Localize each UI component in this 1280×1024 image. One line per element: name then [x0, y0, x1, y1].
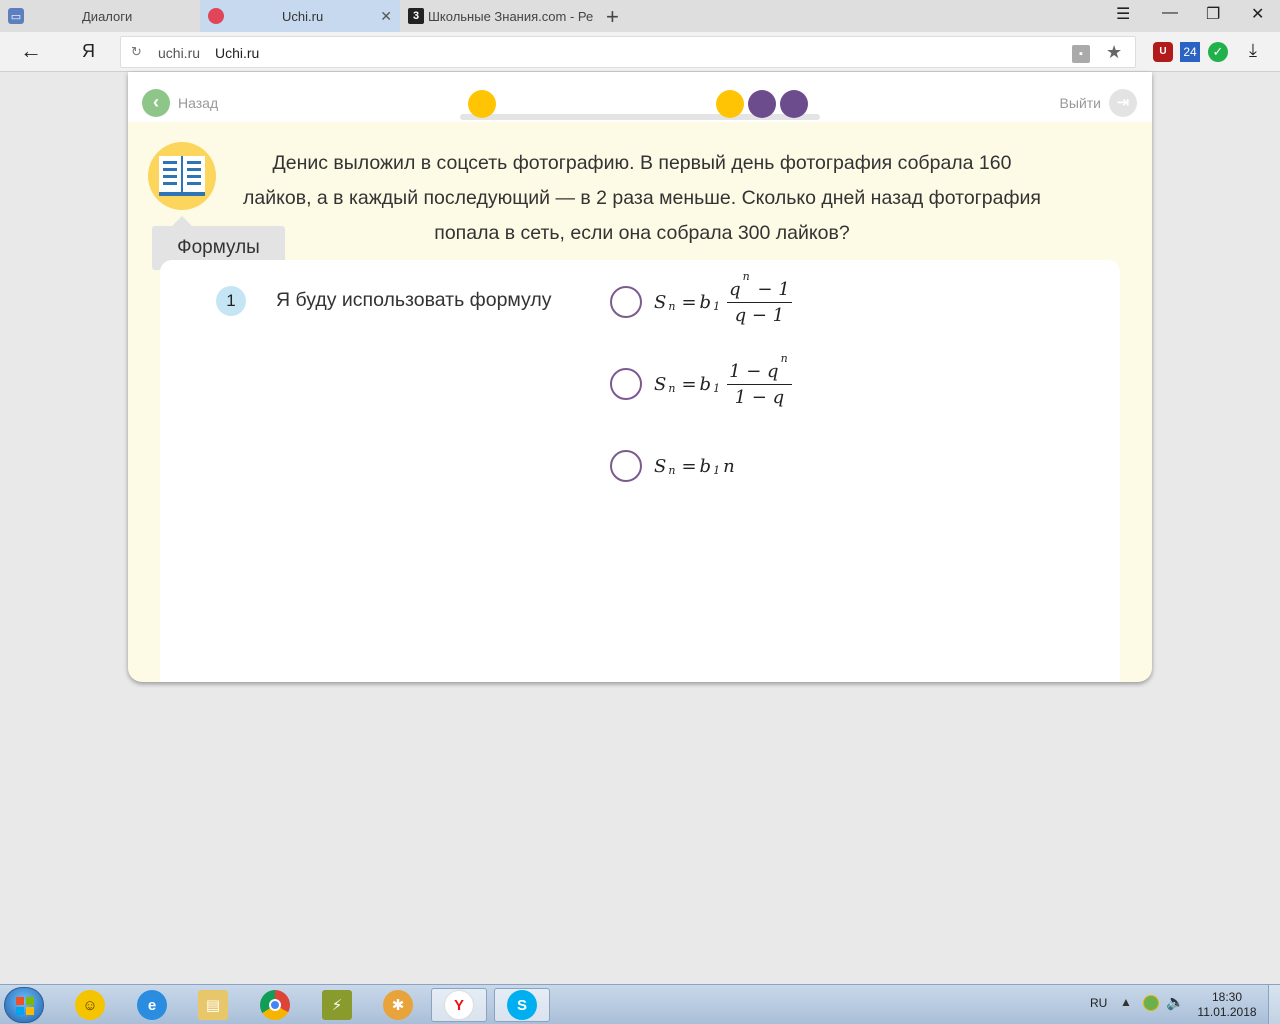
folder-icon: ▤	[198, 990, 228, 1020]
clock-date: 11.01.2018	[1197, 1005, 1257, 1019]
chrome-icon	[260, 990, 290, 1020]
taskbar-app[interactable]	[185, 988, 241, 1022]
network-icon[interactable]	[1143, 995, 1159, 1011]
browser-back-icon[interactable]: ←	[20, 38, 42, 63]
tab-znanija[interactable]	[400, 0, 600, 32]
lesson-header	[128, 72, 1152, 122]
exit-icon: ⇥	[1109, 89, 1137, 117]
start-button[interactable]	[4, 987, 44, 1023]
formula: S $_n$ = b $_1$ n	[654, 455, 735, 477]
chat-icon: ▭	[8, 8, 24, 24]
radio-button[interactable]	[610, 450, 642, 482]
taskbar-app[interactable]	[247, 988, 303, 1022]
tab-title: Uchi.ru	[282, 8, 324, 24]
progress-dot	[748, 90, 776, 118]
restore-button[interactable]: ❐	[1206, 6, 1221, 23]
windows-logo-icon	[16, 997, 34, 1015]
lesson-card	[128, 72, 1152, 682]
formula-option-3[interactable]	[610, 450, 735, 482]
language-indicator[interactable]: RU	[1090, 996, 1108, 1010]
reload-icon[interactable]: ↻	[131, 44, 142, 59]
download-icon[interactable]: ⤓	[1249, 40, 1257, 60]
tab-close-icon[interactable]: ✕	[380, 8, 392, 24]
notebook-app-icon: ⚡	[322, 990, 352, 1020]
yandex-logo[interactable]: Я	[82, 41, 95, 61]
progress-dot	[780, 90, 808, 118]
chevron-left-icon: ‹	[142, 89, 170, 117]
taskbar-app[interactable]	[124, 988, 180, 1022]
checkmark-extension-icon[interactable]: ✓	[1208, 42, 1228, 62]
progress-dot	[716, 90, 744, 118]
formulas-button[interactable]: Формулы	[152, 226, 285, 270]
yandex-browser-icon: Y	[444, 990, 474, 1020]
url-host: uchi.ru	[158, 45, 201, 61]
address-field[interactable]	[120, 36, 1136, 68]
uchi-favicon-icon	[208, 8, 224, 24]
show-desktop-button[interactable]	[1268, 985, 1280, 1024]
minimize-button[interactable]: —	[1162, 4, 1178, 21]
lock-icon[interactable]: ▪	[1072, 45, 1090, 63]
formula: S $_n$ = b $_1$ $\frac{1 - q^n}{1 - q}$	[654, 360, 792, 408]
volume-icon[interactable]: 🔈	[1166, 994, 1185, 1011]
bookmark-star-icon[interactable]: ★	[1106, 42, 1123, 62]
taskbar	[0, 984, 1280, 1024]
taskbar-app-skype[interactable]	[494, 988, 550, 1022]
tab-title: Школьные Знания.com - Ре	[428, 8, 594, 24]
open-book-icon[interactable]	[148, 142, 216, 210]
znanija-favicon-icon: 3	[408, 8, 424, 24]
question-text: Денис выложил в соцсеть фотографию. В первый день фотография собрала 160 лайков, а в каждый последующий — в 2 раза меньше. Сколько дней назад фотография попала в сеть, если она собрала 300 лайков?	[243, 152, 1041, 244]
clock[interactable]	[1194, 990, 1260, 1020]
formula-option-1[interactable]	[610, 270, 792, 326]
smiley-app-icon: ☺	[75, 990, 105, 1020]
url-page-title: Uchi.ru	[215, 45, 260, 61]
answer-panel	[160, 260, 1120, 682]
radio-button[interactable]	[610, 368, 642, 400]
taskbar-app[interactable]	[370, 988, 426, 1022]
taskbar-app-yandex-browser[interactable]	[431, 988, 487, 1022]
taskbar-app[interactable]	[62, 988, 118, 1022]
back-button[interactable]	[142, 89, 218, 117]
tab-uchi[interactable]	[200, 0, 400, 32]
step-number: 1	[216, 286, 246, 316]
tray-expand-icon[interactable]: ▲	[1120, 995, 1132, 1009]
tab-dialogs[interactable]	[0, 0, 200, 32]
formula: S $_n$ = b $_1$ $\frac{q^n - 1}{q - 1}$	[654, 270, 790, 326]
new-tab-button[interactable]: +	[606, 4, 619, 29]
formula-option-2[interactable]	[610, 352, 792, 408]
menu-icon[interactable]: ☰	[1116, 6, 1131, 23]
step-label: Я буду использовать формулу	[276, 289, 552, 311]
extension-badge[interactable]: 24	[1180, 42, 1200, 62]
skype-icon: S	[507, 990, 537, 1020]
close-window-button[interactable]: ✕	[1251, 6, 1265, 23]
adblock-extension-icon[interactable]: U	[1153, 42, 1173, 62]
browser-toolbar	[0, 32, 1280, 72]
exit-button[interactable]	[1060, 89, 1137, 117]
internet-explorer-icon: e	[137, 990, 167, 1020]
radio-button[interactable]	[610, 286, 642, 318]
exit-label: Выйти	[1059, 95, 1101, 111]
tab-title: Диалоги	[82, 8, 133, 24]
browser-tab-strip	[0, 0, 1280, 32]
taskbar-app[interactable]	[309, 988, 365, 1022]
film-reel-icon: ✱	[383, 990, 413, 1020]
back-label: Назад	[178, 95, 219, 111]
clock-time: 18:30	[1211, 990, 1243, 1004]
progress-dot	[468, 90, 496, 118]
